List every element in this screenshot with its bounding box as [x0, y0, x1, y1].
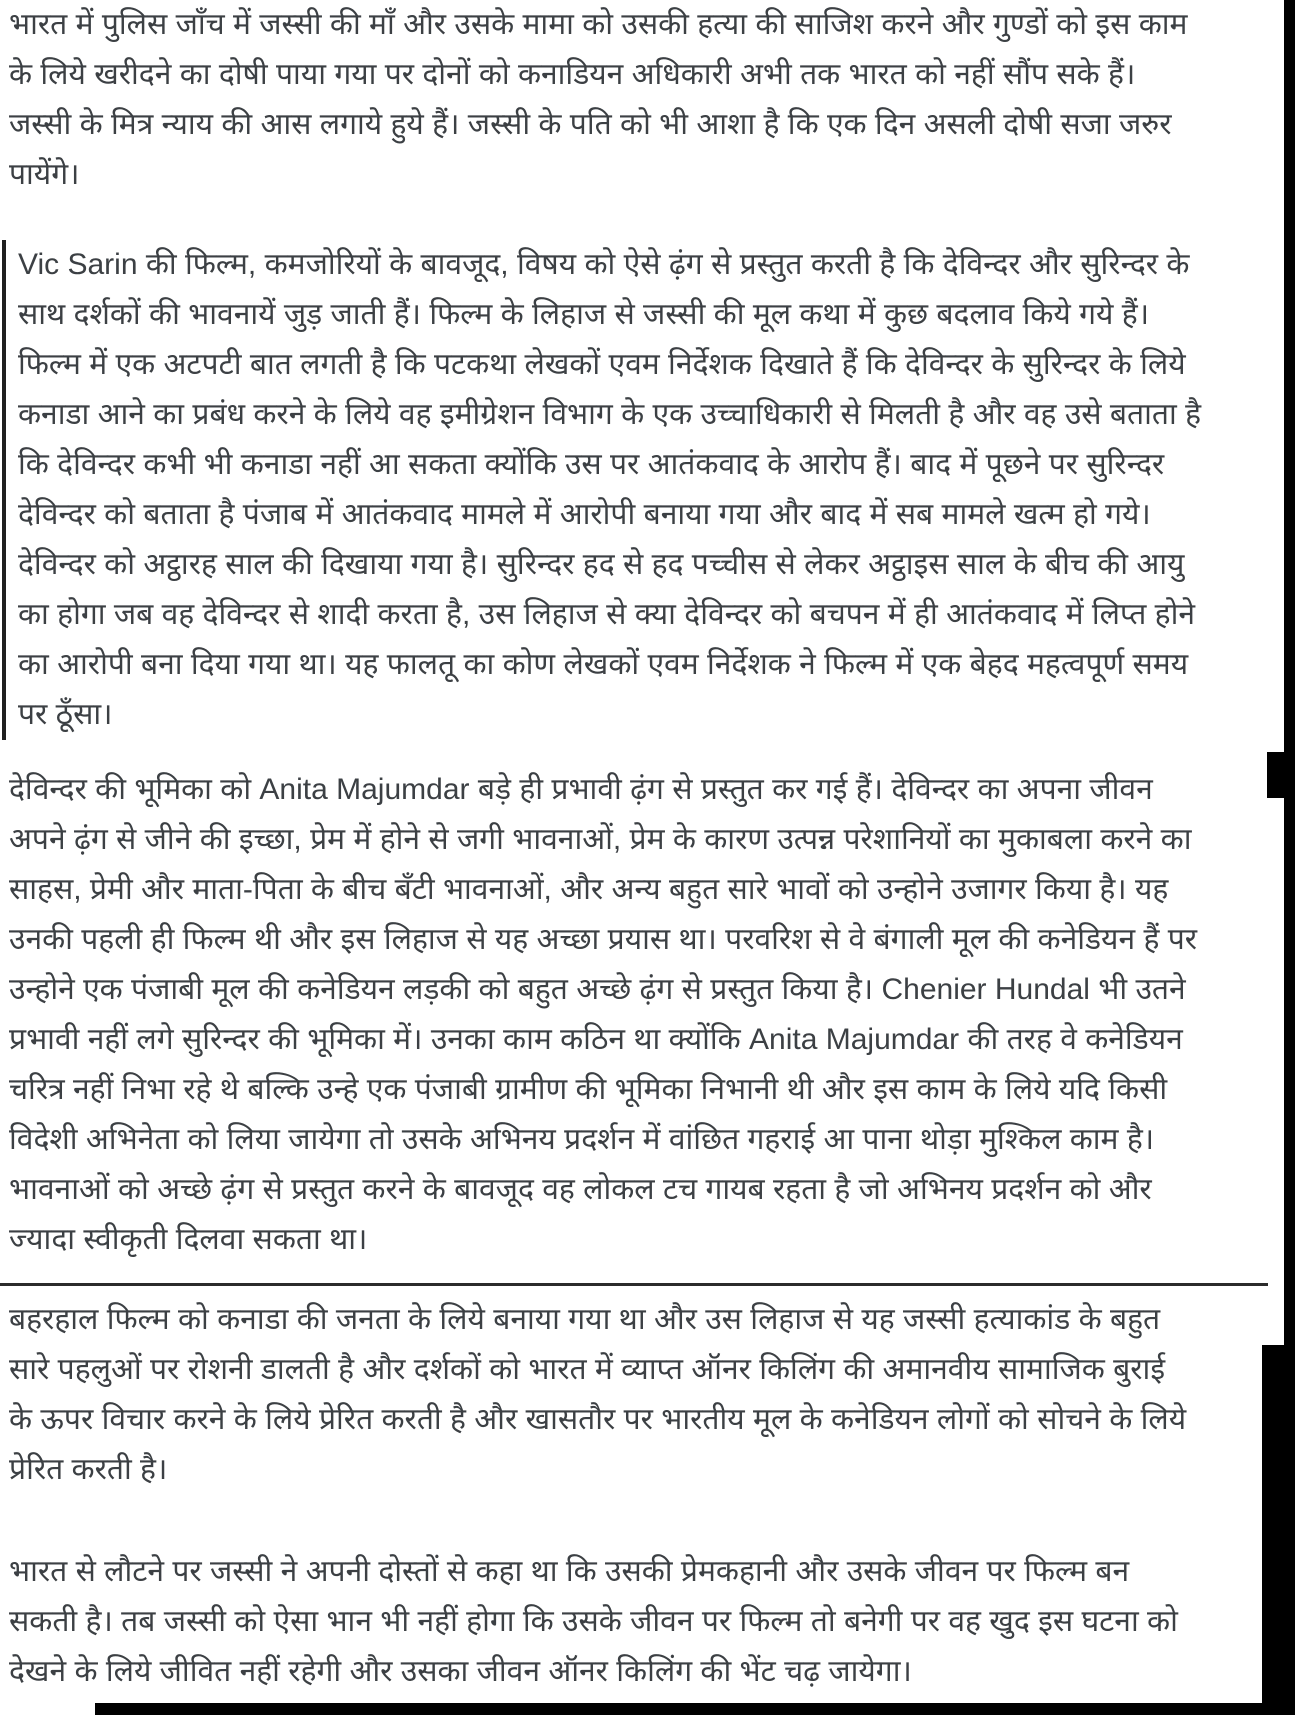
text-line: सारे पहलुओं पर रोशनी डालती है और दर्शकों को भारत में व्याप्त ऑनर किलिंग की अमानवीय सामाजिक बुराई [9, 1353, 1166, 1386]
text-line: ज्यादा स्वीकृती दिलवा सकता था। [9, 1223, 368, 1256]
text-line: बहरहाल फिल्म को कनाडा की जनता के लिये बनाया गया था और उस लिहाज से यह जस्सी हत्याकांड के बहुत [9, 1303, 1161, 1336]
text-line: विदेशी अभिनेता को लिया जायेगा तो उसके अभिनय प्रदर्शन में वांछित गहराई आ पाना थोड़ा मुश्किल काम है। [9, 1123, 1155, 1156]
text-line: कि देविन्दर कभी भी कनाडा नहीं आ सकता क्योंकि उस पर आतंकवाद के आरोप हैं। बाद में पूछने पर सुरिन्दर [18, 448, 1165, 481]
text-line: भावनाओं को अच्छे ढ़ंग से प्रस्तुत करने के बावजूद वह लोकल टच गायब रहता है जो अभिनय प्रदर्शन को और [9, 1173, 1152, 1206]
text-line: देविन्दर को बताता है पंजाब में आतंकवाद मामले में आरोपी बनाया गया और बाद में सब मामले खत्म हो गये। [18, 498, 1151, 531]
text-line: उनकी पहली ही फिल्म थी और इस लिहाज से यह अच्छा प्रयास था। परवरिश से वे बंगाली मूल की कनेडियन हैं पर [9, 923, 1198, 956]
text-line: देखने के लिये जीवित नहीं रहेगी और उसका जीवन ऑनर किलिंग की भेंट चढ़ जायेगा। [9, 1655, 912, 1688]
text-line: प्रभावी नहीं लगे सुरिन्दर की भूमिका में। उनका काम कठिन था क्योंकि Anita Majumdar की तरह वे कनेडियन [9, 1023, 1183, 1056]
text-line: Vic Sarin की फिल्म, कमजोरियों के बावजूद, विषय को ऐसे ढ़ंग से प्रस्तुत करती है कि देविन्दर और सुरिन्दर के [18, 248, 1190, 281]
paragraph-5 [0, 1547, 1295, 1697]
text-line: के लिये खरीदने का दोषी पाया गया पर दोनों को कनाडियन अधिकारी अभी तक भारत को नहीं सौंप सके हैं। [9, 58, 1136, 91]
paragraph-4 [0, 1295, 1295, 1495]
text-line: साहस, प्रेमी और माता-पिता के बीच बँटी भावनाओं, और अन्य बहुत सारे भावों को उन्होने उजागर किया है। यह [9, 873, 1169, 906]
text-line: देविन्दर को अट्ठारह साल की दिखाया गया है। सुरिन्दर हद से हद पच्चीस से लेकर अट्ठाइस साल के बीच की आयु [18, 548, 1185, 581]
scrollbar-thumb-lower[interactable] [1262, 1345, 1295, 1715]
text-line: का होगा जब वह देविन्दर से शादी करता है, उस लिहाज से क्या देविन्दर को बचपन में ही आतंकवाद में लिप्त होने [18, 598, 1196, 631]
text-line: साथ दर्शकों की भावनायें जुड़ जाती हैं। फिल्म के लिहाज से जस्सी की मूल कथा में कुछ बदलाव किये गये हैं। [18, 298, 1150, 331]
text-line: का आरोपी बना दिया गया था। यह फालतू का कोण लेखकों एवम निर्देशक ने फिल्म में एक बेहद महत्वपूर्ण समय [18, 648, 1189, 681]
bottom-edge-bar [95, 1703, 1295, 1715]
text-line: कनाडा आने का प्रबंध करने के लिये वह इमीग्रेशन विभाग के एक उच्चाधिकारी से मिलती है और वह उसे बताता है [18, 398, 1202, 431]
text-line: भारत से लौटने पर जस्सी ने अपनी दोस्तों से कहा था कि उसकी प्रेमकहानी और उसके जीवन पर फिल्म बन [9, 1555, 1130, 1588]
text-line: फिल्म में एक अटपटी बात लगती है कि पटकथा लेखकों एवम निर्देशक दिखाते हैं कि देविन्दर के सुरिन्दर के लिये [18, 348, 1186, 381]
paragraph-1 [0, 0, 1295, 200]
text-line: अपने ढ़ंग से जीने की इच्छा, प्रेम में होने से जगी भावनाओं, प्रेम के कारण उत्पन्न परेशानियों का मुकाबला करने का [9, 823, 1192, 856]
text-line: जस्सी के मित्र न्याय की आस लगाये हुये हैं। जस्सी के पति को भी आशा है कि एक दिन असली दोषी सजा जरुर [9, 108, 1172, 141]
paragraph-3 [0, 765, 1295, 1265]
text-line: उन्होने एक पंजाबी मूल की कनेडियन लड़की को बहुत अच्छे ढ़ंग से प्रस्तुत किया है। Chenier Hundal भी उतने [9, 973, 1186, 1006]
text-line: के ऊपर विचार करने के लिये प्रेरित करती है और खासतौर पर भारतीय मूल के कनेडियन लोगों को सोचने के लिये [9, 1403, 1187, 1436]
text-line: देविन्दर की भूमिका को Anita Majumdar बड़े ही प्रभावी ढ़ंग से प्रस्तुत कर गई हैं। देविन्दर का अपना जीवन [9, 773, 1153, 806]
paragraph-2-quote [2, 240, 1295, 740]
text-line: सकती है। तब जस्सी को ऐसा भान भी नहीं होगा कि उसके जीवन पर फिल्म तो बनेगी पर वह खुद इस घटना को [9, 1605, 1178, 1638]
text-line: पायेंगे। [9, 158, 80, 191]
text-line: पर ठूँसा। [18, 698, 113, 731]
text-line: चरित्र नहीं निभा रहे थे बल्कि उन्हे एक पंजाबी ग्रामीण की भूमिका निभानी थी और इस काम के लिये यदि किसी [9, 1073, 1168, 1106]
text-line: प्रेरित करती है। [9, 1453, 168, 1486]
section-divider [0, 1283, 1268, 1286]
scrollbar-thumb-upper[interactable] [1267, 752, 1295, 798]
text-line: भारत में पुलिस जाँच में जस्सी की माँ और उसके मामा को उसकी हत्या की साजिश करने और गुण्डों को इस काम [9, 8, 1188, 41]
